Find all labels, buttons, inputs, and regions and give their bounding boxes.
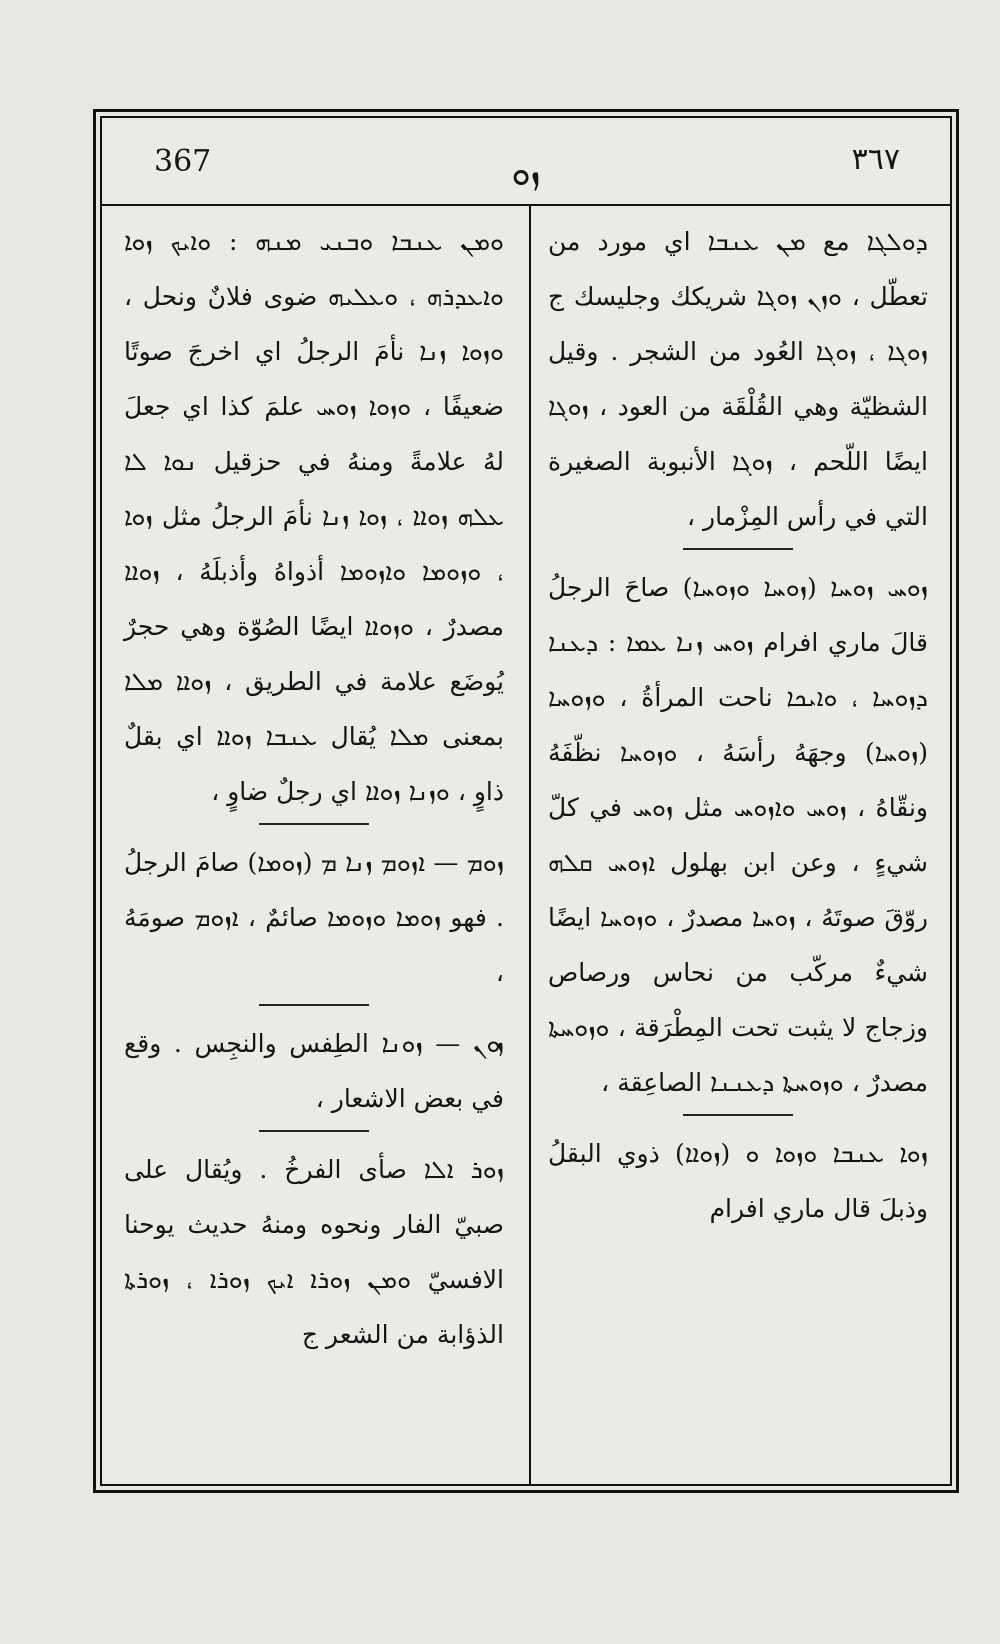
entry-separator xyxy=(259,1004,369,1006)
entry-paragraph: ܙܘܚ ܙܘܚܐ (ܙܘܚܐ ܘܙܘܚܐ) صاحَ الرجلُ قالَ ماري افرام ܙܘܚ ܙܢܐ ܥܡܐ : ܕܥܢܐ ܕܙܘܚܐ ، ܘܐܝܟܐ ناحت المرأةُ ، ܘܙܘܚܐ (ܙܘܚܐ) وجهَهُ رأسَهُ ، ܘܙܘܚܐ نظّفَهُ ونقّاهُ ، ܙܘܚ ܘܐܙܘܚ مثل ܙܘܚ في كلّ شيءٍ ، وعن ابن بهلول ܐܙܘܚ ܩܠܗ روّقَ صوتَهُ ، ܙܘܚܐ مصدرٌ ، ܘܙܘܚܐ ايضًا شيءٌ مركّب من نحاس ورصاص وزجاج لا يثبت تحت المِطْرَقة ، ܘܙܘܚܬܐ مصدرٌ ، ܘܙܘܚܬܐ ܕܥܢܢܐ الصاعِقة ، xyxy=(548,573,928,1097)
page-frame xyxy=(100,116,952,1486)
entry-separator xyxy=(259,1130,369,1132)
entry-paragraph: ܙܘܪ ܐܠܐ صأى الفرخُ . ويُقال على صبيّ الفار ونحوه ومنهُ حديث يوحنا الافسيّ ܘܡܢ ܙܘܪܐ ܐܝܟ ܙܘܪܐ ، ܙܘܪܬܐ الذؤابة من الشعر ج xyxy=(124,1155,504,1349)
entry-separator xyxy=(259,823,369,825)
column-divider xyxy=(529,204,531,1484)
entry-paragraph: ܘܡܢ ܥܢܒܐ ܘܒܢܝ ܡܢܗ : ܘܐܝܟ ܙܘܐ ܘܐܥܕܪܗ ، ܘܥܠܝܗ ضوى فلانٌ ونحل ، ܘܙܘܐ ܙܢܐ نأمَ الرجلُ اي اخرجَ صوتًا ضعيفًا ، ܘܙܘܐ ܙܘܚ علمَ كذا اي جعلَ لهُ علامةً ومنهُ في حزقيل ܢܘܐ ܠܐ ܥܠܗ ܙܘܐܐ ، ܙܘܐ ܙܢܐ نأمَ الرجلُ مثل ܙܘܐ ، ܘܙܘܡܐ ܘܐܙܘܡܐ أذواهُ وأذبلَهُ ، ܙܘܐܐ مصدرٌ ، ܘܙܘܐܐ ايضًا الصُوّة وهي حجرٌ يُوضَع علامة في الطريق ، ܙܘܐܐ ܡܠܐ بمعنى ܡܠܐ يُقال ܥܢܒܐ ܙܘܐܐ اي بقلٌ ذاوٍ ، ܘܙܢܐ ܙܘܐܐ اي رجلٌ ضاوٍ ، xyxy=(124,227,504,806)
entry-separator xyxy=(683,1114,793,1116)
right-column xyxy=(548,214,928,1476)
entry-paragraph: ܙܘܐ ܥܢܒܐ ܘܙܘܐ ܘ (ܙܘܐܐ) ذوي البقلُ وذبلَ قال ماري افرام xyxy=(548,1139,928,1223)
entry-paragraph: ܙܘܢ — ܙܘܢܐ الطِفس والنجِس . وقع في بعض الاشعار ، xyxy=(124,1029,504,1113)
page-number-arabic: ٣٦٧ xyxy=(851,142,900,177)
entry-paragraph: ܕܘܠܓܐ مع ܡܢ ܥܢܒܐ اي مورد من تعطّل ، ܘܙܢ ܙܘܓܐ شريكك وجليسك ج ܙܘܓܐ ، ܙܘܓܐ العُود من الشجر . وقيل الشظيّة وهي القُلْقَة من العود ، ܙܘܓܐ ايضًا اللّحم ، ܙܘܓܐ الأنبوبة الصغيرة التي في رأس المِزْمار ، xyxy=(548,227,928,531)
page-header xyxy=(102,118,950,206)
entry-separator xyxy=(683,548,793,550)
entry-paragraph: ܙܘܡ — ܐܙܘܡ ܙܢܐ ܡ (ܙܘܡܐ) صامَ الرجلُ . فهو ܙܘܡܐ ܘܙܘܡܐ صائمٌ ، ܐܙܘܡ صومَهُ ، xyxy=(124,848,504,987)
left-column xyxy=(124,214,504,1476)
running-head: ܙܘ xyxy=(511,154,541,194)
page-number-latin: 367 xyxy=(154,144,212,179)
